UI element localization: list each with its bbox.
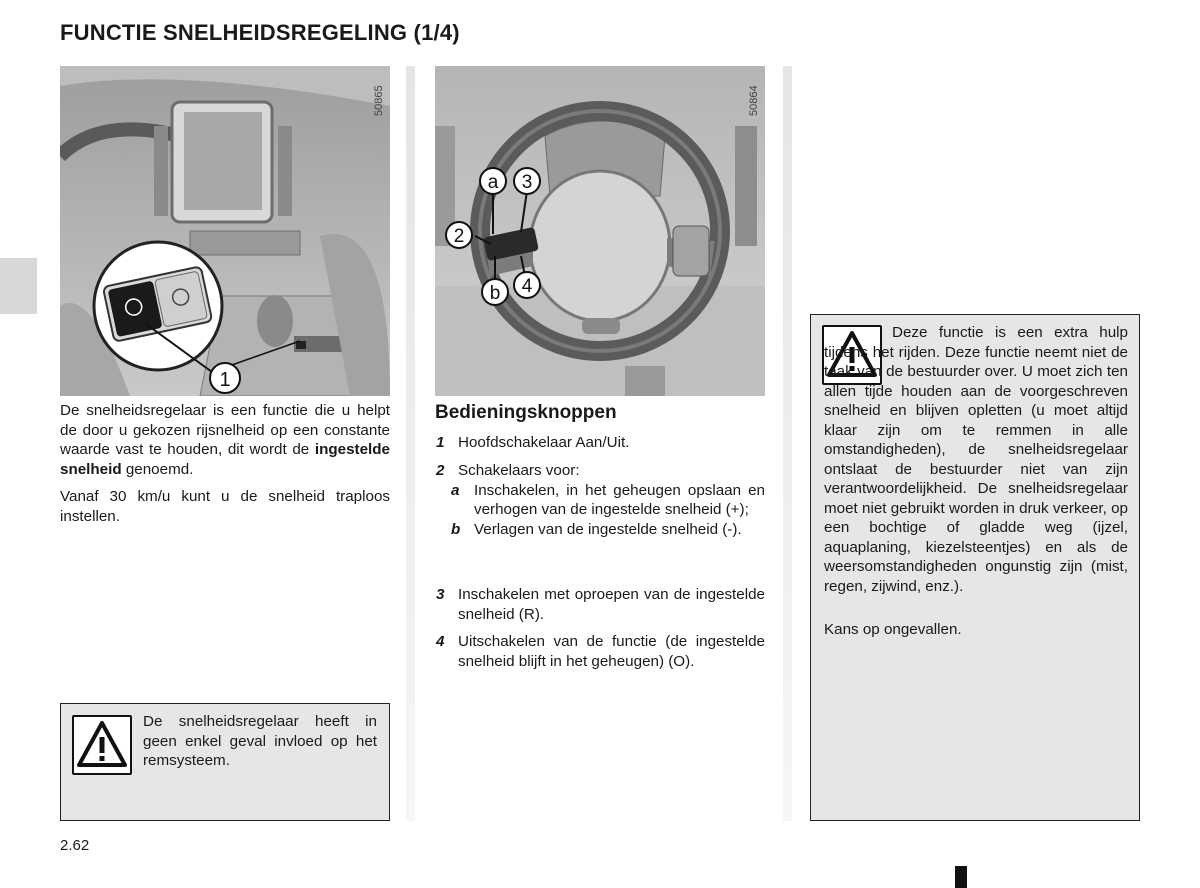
safety-warning-box: [810, 314, 1140, 821]
page-title: FUNCTIE SNELHEIDSREGELING (1/4): [60, 20, 460, 45]
console-figure: [60, 66, 390, 396]
brake-warning-text: De snelheidsregelaar heeft in geen enkel geval invloed op het remsysteem.: [143, 713, 377, 769]
brake-warning-box: [60, 703, 390, 821]
safety-warning-text: Deze functie is een extra hulp tijdens het rijden. Deze functie neemt niet de taak van de bestuurder over. U moet zich ten allen tijde houden aan de voorgeschreven snelheid en blijven opletten (u moet altijd klaar zijn om te remmen in alle omstandigheden), de snelheidsregelaar ontslaat de bestuurder niet van zijn verantwoordelijkheid. De snelheidsregelaar moet niet gebruikt worden in druk verkeer, op een bochtige of gladde weg (ijzel, aquaplaning, kiezelsteentjes) en als de weersomstandigheden ongunstig zijn (mist, regen, zijwind, enz.).: [824, 324, 1128, 595]
list-item-2: 2 Schakelaars voor: a Inschakelen, in het geheugen opslaan en verhogen van de ingestelde snelheid (+); b Verlagen van de ingestelde snelheid (-).: [436, 462, 765, 538]
callout-a: a: [487, 172, 499, 193]
list-item-1: 1 Hoofdschakelaar Aan/Uit.: [436, 434, 630, 451]
callout-1: 1: [219, 369, 231, 391]
controls-heading: Bedieningsknoppen: [435, 402, 617, 423]
intro-paragraph: De snelheidsregelaar is een functie die u helpt de door u gekozen rijsnelheid op een constante waarde vast te houden, dit wordt de ingestelde snelheid genoemd.: [60, 402, 390, 478]
list-item-3: 3 Inschakelen met oproepen van de ingestelde snelheid (R).: [436, 586, 765, 623]
callout-2: 2: [453, 226, 465, 247]
chapter-tab: [0, 258, 37, 314]
list-item-4: 4 Uitschakelen van de functie (de ingestelde snelheid blijft in het geheugen) (O).: [436, 633, 765, 670]
warning-triangle-icon: [72, 715, 132, 775]
callout-b: b: [489, 283, 501, 304]
accident-risk-text: Kans op ongevallen.: [824, 621, 962, 638]
list-subitem-a: a Inschakelen, in het geheugen opslaan en verhogen van de ingestelde snelheid (+);: [451, 481, 765, 518]
set-speed-term: ingestelde snelheid: [60, 441, 390, 478]
callout-4: 4: [521, 276, 533, 297]
callout-3: 3: [521, 172, 533, 193]
column-divider-right: [783, 66, 792, 821]
list-subitem-b: b Verlagen van de ingestelde snelheid (-).: [451, 520, 742, 538]
column-divider-left: [406, 66, 415, 821]
figure-number: 50864: [748, 85, 760, 116]
page-number: 2.62: [60, 837, 90, 854]
speed-range-paragraph: Vanaf 30 km/u kunt u de snelheid traploos instellen.: [60, 488, 390, 525]
figure-number: 50865: [373, 85, 385, 116]
section-end-marker: [955, 866, 967, 888]
steering-wheel-figure: [435, 66, 765, 396]
